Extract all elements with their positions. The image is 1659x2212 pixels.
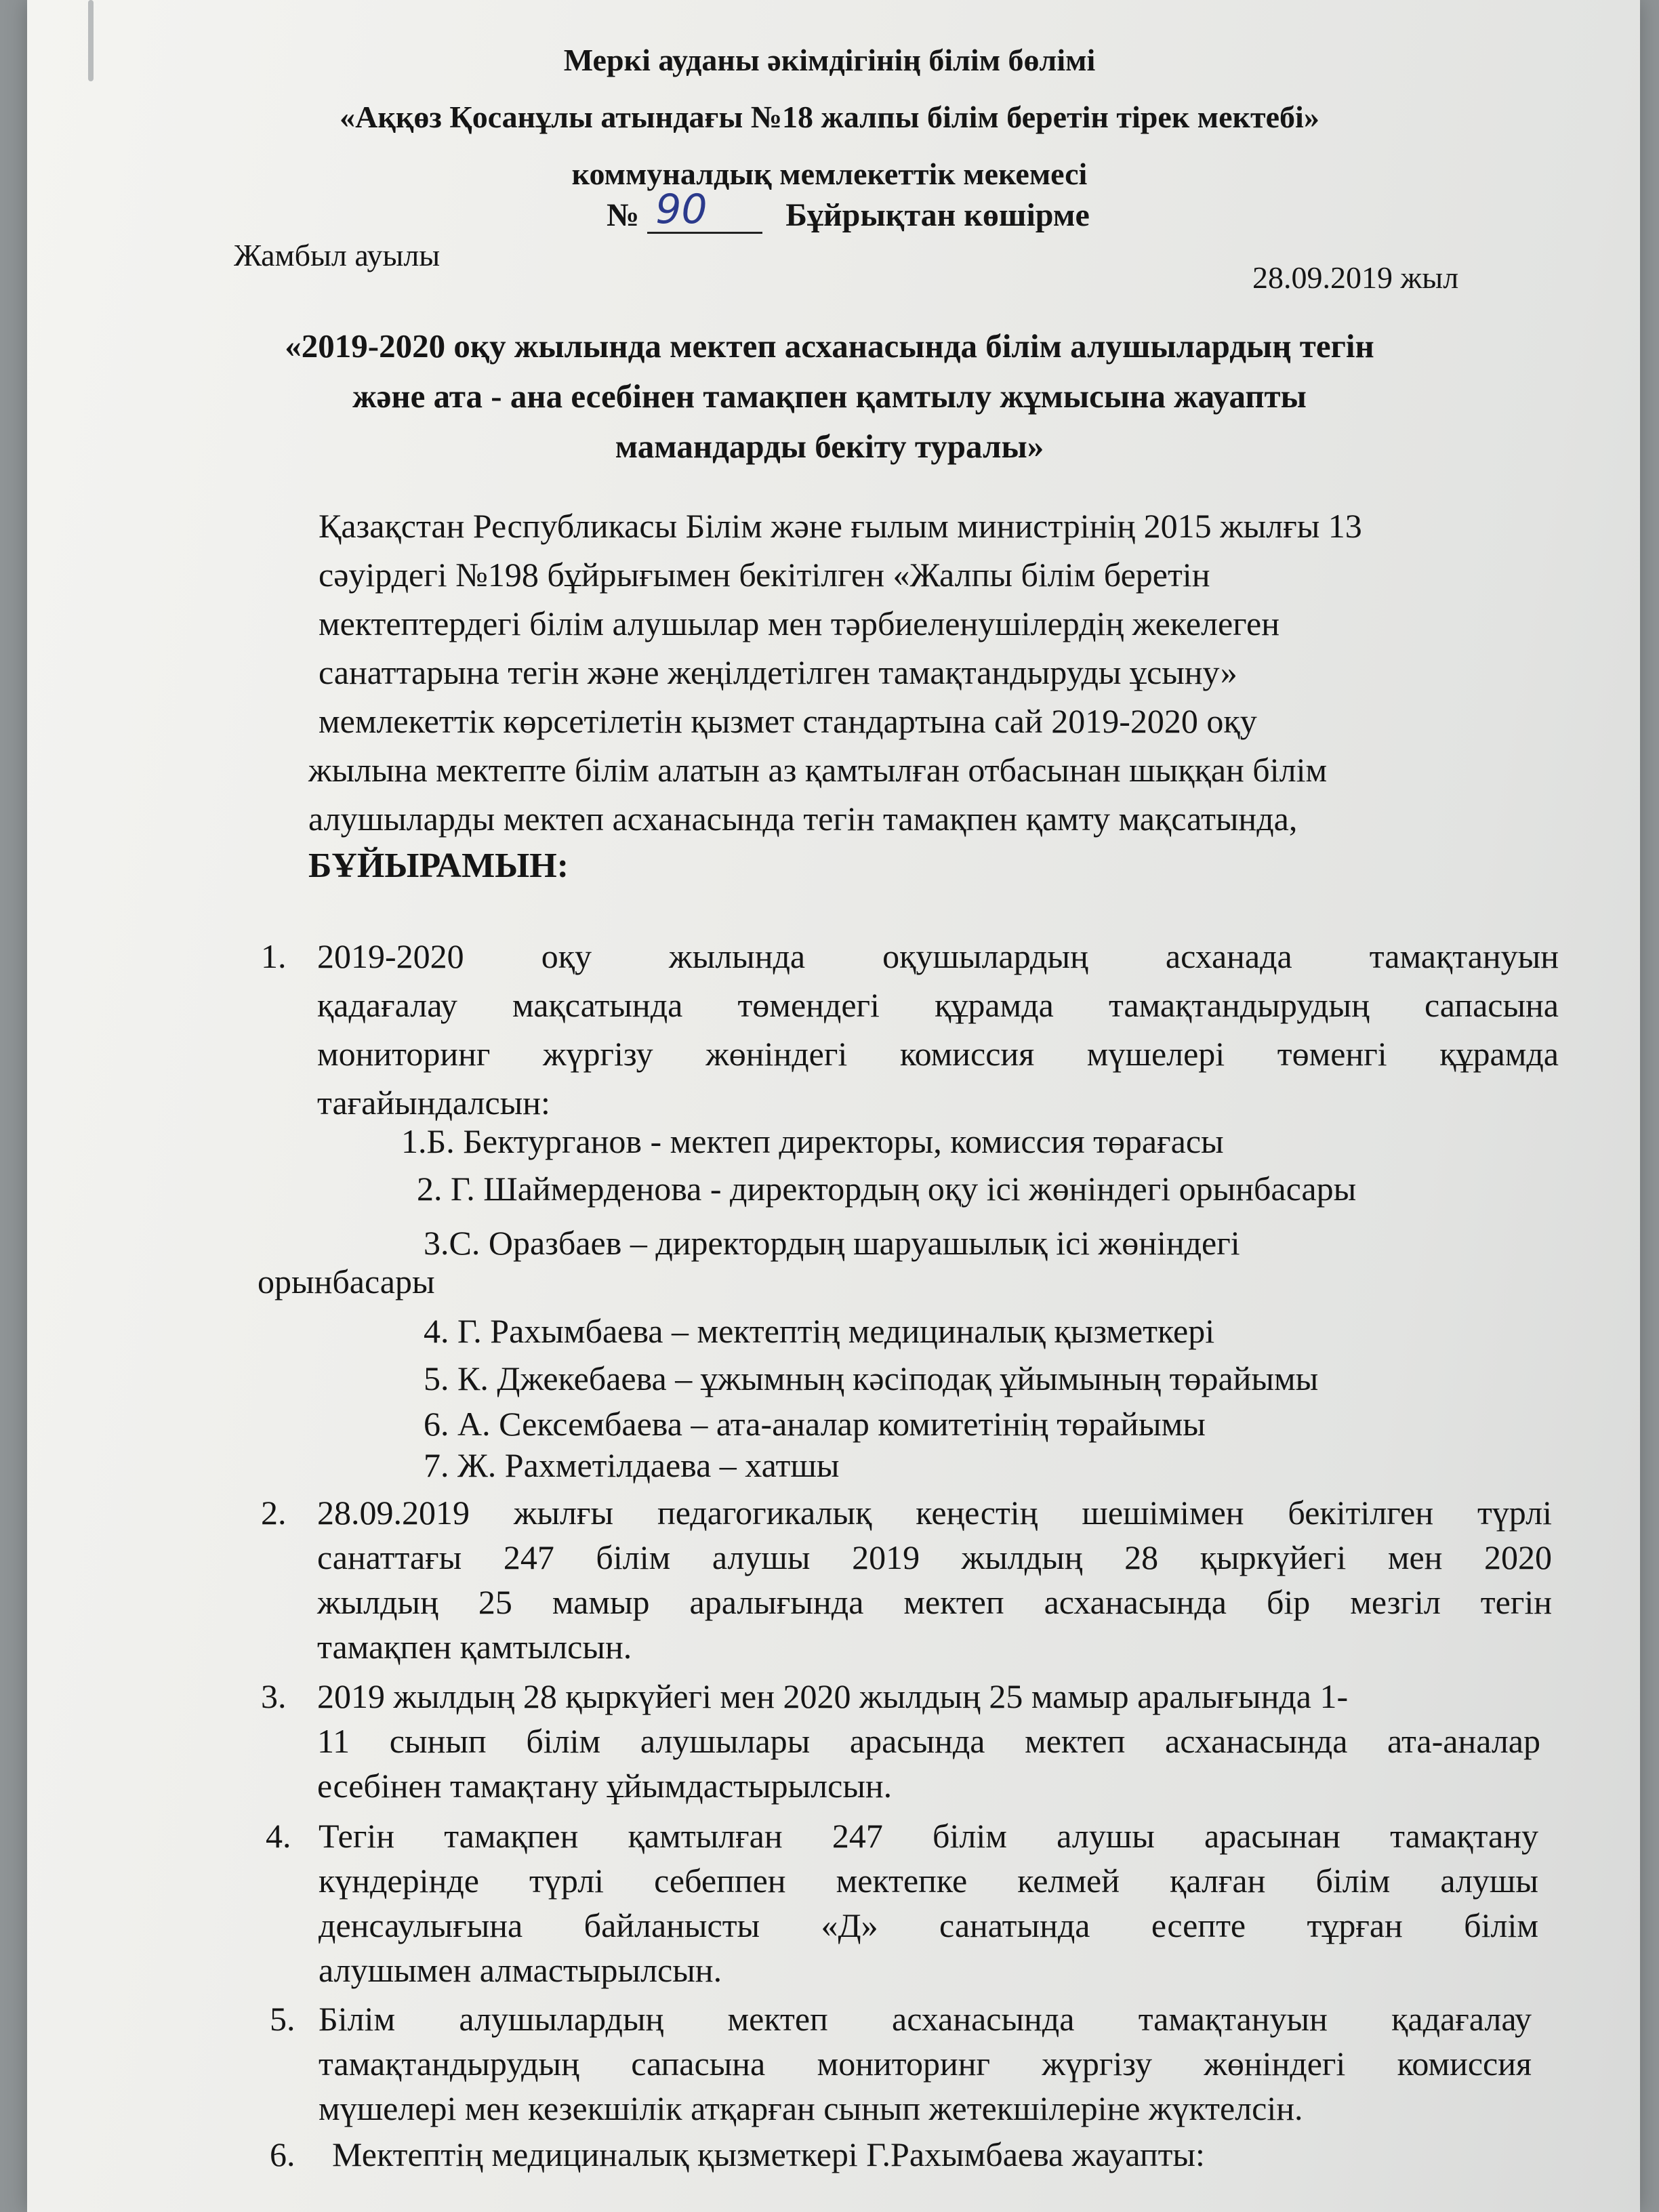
order-number-prefix: № [607,197,640,233]
header-department: Меркі ауданы әкімдігінің білім бөлімі [563,43,1096,77]
item-text-line: Мектептің медициналық қызметкері Г.Рахымбаева жауапты: [332,2135,1205,2173]
commission-member-continuation: орынбасары [258,1263,435,1300]
item-text-line: тамақпен қамтылсын. [317,1628,632,1666]
header-school-name: «Аққөз Қосанұлы атындағы №18 жалпы білім беретін тірек мектебі» [340,100,1319,134]
order-date: 28.09.2019 жыл [1252,260,1459,295]
commission-member: 3.С. Оразбаев – директордың шаруашылық ісі жөніндегі [424,1224,1240,1262]
item-text-line: Білім алушылардың мектеп асханасында тамақтануын қадағалау [319,2000,1532,2038]
item-text-line: Тегін тамақпен қамтылған 247 білім алушы арасынан тамақтану [319,1817,1538,1855]
commission-member: 1.Б. Бектурганов - мектеп директоры, комиссия төрағасы [401,1122,1224,1160]
order-copy-label: Бұйрықтан көшірме [785,197,1090,233]
item-text-line: тамақтандырудың сапасына мониторинг жүргізу жөніндегі комиссия [319,2045,1532,2083]
item-text-line: алушымен алмастырылсын. [319,1951,722,1989]
preamble-line: мемлекеттік көрсетілетін қызмет стандартына сай 2019-2020 оқу [319,702,1257,740]
commission-member: 2. Г. Шаймерденова - директордың оқу ісі жөніндегі орынбасары [417,1170,1357,1208]
commission-member: 6. А. Сексембаева – ата-аналар комитетінің төрайымы [424,1405,1206,1443]
item-text-line: 11 сынып білім алушылары арасында мектеп асханасында ата-аналар [317,1722,1540,1760]
item-text-line: жылдың 25 мамыр аралығында мектеп асханасында бір мезгіл тегін [317,1583,1552,1621]
place-name: Жамбыл ауылы [234,238,441,272]
item-number: 2. [261,1494,287,1532]
item-text-line: денсаулығына байланысты «Д» санатында есепте тұрған білім [319,1906,1538,1944]
item-text-line: санаттағы 247 білім алушы 2019 жылдың 28 қыркүйегі мен 2020 [317,1538,1552,1576]
order-number-blank [647,186,762,234]
item-text-line: қадағалау мақсатында төмендегі құрамда тамақтандырудың сапасына [317,986,1559,1024]
item-text-line: мониторинг жүргізу жөніндегі комиссия мүшелері төменгі құрамда [317,1035,1559,1073]
order-word: БҰЙЫРАМЫН: [308,846,569,885]
item-text-line: 2019-2020 оқу жылында оқушылардың асханада тамақтануын [317,937,1559,975]
item-text-line: 2019 жылдың 28 қыркүйегі мен 2020 жылдың 25 мамыр аралығында 1- [317,1677,1349,1715]
item-number: 3. [261,1677,287,1715]
preamble-line: жылына мектепте білім алатын аз қамтылған отбасынан шыққан білім [308,751,1328,789]
order-title-line3: мамандарды бекіту туралы» [615,428,1044,465]
preamble-line: Қазақстан Республикасы Білім және ғылым министрінің 2015 жылғы 13 [319,507,1362,545]
item-number: 6. [270,2135,295,2173]
order-number-handwritten: 90 [655,186,708,233]
item-number: 1. [261,937,287,975]
item-text-line: мүшелері мен кезекшілік атқарған сынып жетекшілеріне жүктелсін. [319,2089,1303,2127]
preamble-line: алушыларды мектеп асханасында тегін тамақпен қамту мақсатында, [308,800,1298,838]
commission-member: 7. Ж. Рахметілдаева – хатшы [424,1446,840,1484]
header-institution-type: коммуналдық мемлекеттік мекемесі [571,157,1088,191]
order-title-line2: және ата - ана есебінен тамақпен қамтылу жұмысына жауапты [352,377,1307,415]
item-text-line: 28.09.2019 жылғы педагогикалық кеңестің шешімімен бекітілген түрлі [317,1494,1552,1532]
item-text-line: күндерінде түрлі себеппен мектепке келмей қалған білім алушы [319,1862,1538,1900]
item-text-line: тағайындалсын: [317,1084,550,1122]
commission-member: 5. К. Джекебаева – ұжымның кәсіподақ ұйымының төрайымы [424,1359,1319,1397]
item-number: 4. [266,1817,291,1855]
preamble-line: сәуірдегі №198 бұйрығымен бекітілген «Жалпы білім беретін [319,556,1210,594]
item-text-line: есебінен тамақтану ұйымдастырылсын. [317,1767,893,1805]
order-number-line [607,186,1090,234]
order-title-line1: «2019-2020 оқу жылында мектеп асханасында білім алушылардың тегін [285,327,1374,365]
item-number: 5. [270,2000,295,2038]
preamble-line: санаттарына тегін және жеңілдетілген тамақтандыруды ұсыну» [319,653,1237,691]
preamble-line: мектептердегі білім алушылар мен тәрбиеленушілердің жекелеген [319,605,1279,642]
commission-member: 4. Г. Рахымбаева – мектептің медициналық қызметкері [424,1312,1215,1350]
